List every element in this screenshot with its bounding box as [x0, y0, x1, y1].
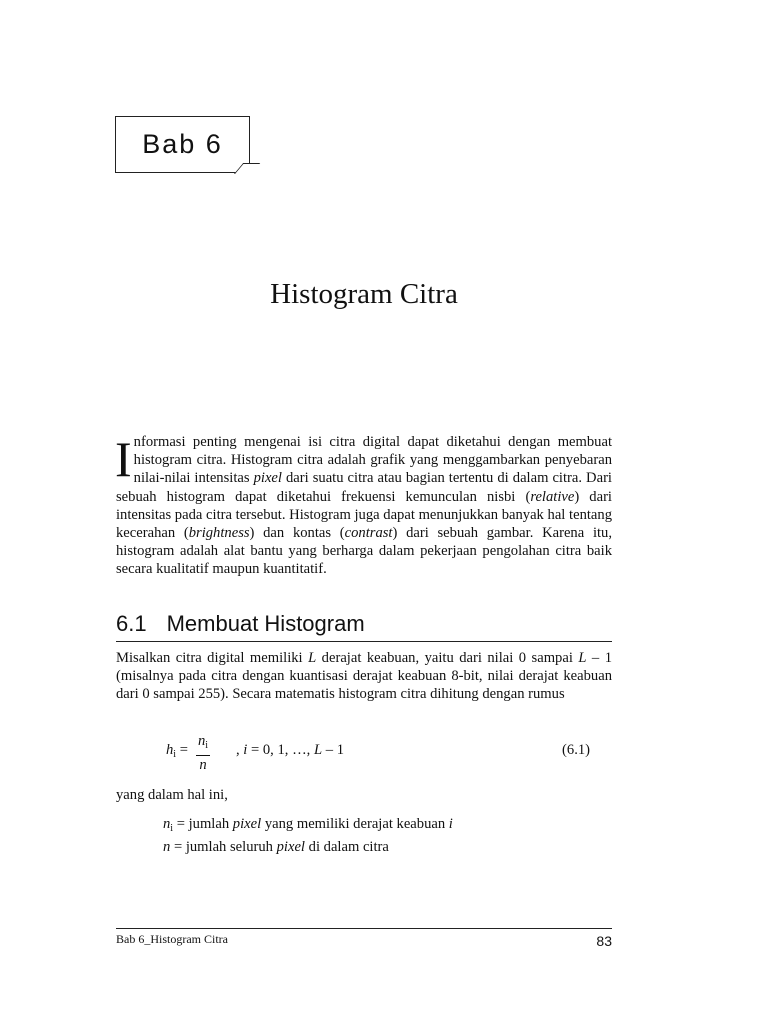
def1-text-b: yang memiliki derajat keabuan [261, 816, 449, 832]
equation-number: (6.1) [562, 742, 590, 758]
intro-paragraph [116, 433, 612, 579]
eq-lhs-var: h [166, 742, 174, 758]
page-title: Histogram Citra [270, 278, 458, 310]
def1-var: n [163, 816, 171, 832]
eq-range-i: i [243, 742, 248, 758]
section-text-a: Misalkan citra digital memiliki [116, 650, 309, 666]
running-title: Bab 6_Histogram Citra [116, 932, 228, 946]
eq-range-a: , [236, 742, 244, 758]
eq-lhs-sub: i [173, 749, 177, 760]
equation-lhs [166, 742, 188, 760]
intro-text-3: ) dari intensitas pada citra tersebut. Histogram juga dapat menunjukkan banyak hal tentang kecerahan ( [116, 488, 612, 542]
intro-term-relative: relative [530, 488, 575, 505]
eq-range-c: – 1 [322, 742, 344, 758]
def1-sub: i [170, 823, 174, 834]
def2-text-a: = jumlah seluruh [170, 839, 277, 855]
eq-range-L: L [313, 742, 323, 758]
eq-equals: = [179, 742, 188, 758]
section-text-b: derajat keabuan, yaitu dari nilai 0 sampai [316, 650, 579, 666]
page-fold-corner [234, 163, 260, 174]
definition-ni [163, 815, 453, 838]
equation-range [236, 742, 344, 759]
eq-range-b: = 0, 1, …, [247, 742, 314, 758]
intro-text-2: dari suatu citra atau bagian tertentu di dalam citra. Dari sebuah histogram dapat diketahui frekuensi kemunculan nisbi ( [116, 470, 612, 505]
eq-num-var: n [197, 733, 206, 749]
section-var-L1: L [308, 650, 317, 666]
equation-6-1 [166, 733, 590, 773]
def2-pixel: pixel [276, 839, 305, 855]
equation-fraction [196, 733, 210, 774]
section-text-c: – 1 (misalnya pada citra dengan kuantisasi derajat keabuan 8-bit, nilai derajat keabuan dari 0 sampai 255). Secara matematis histogram citra dihitung dengan rumus [116, 650, 612, 703]
chapter-label: Bab 6 [142, 129, 223, 159]
def2-text-b: di dalam citra [305, 839, 389, 855]
def1-text-a: = jumlah [173, 816, 233, 832]
page-footer [116, 928, 612, 949]
section-paragraph [116, 649, 612, 704]
intro-term-contrast: contrast [344, 525, 393, 542]
section-var-L2: L [578, 650, 587, 666]
intro-text-5: ) dari sebuah gambar. Karena itu, histogram adalah alat bantu yang berharga dalam pekerjaan pengolahan citra baik secara kualitatif maupun kuantitatif. [116, 525, 612, 578]
eq-denominator [196, 756, 210, 774]
intro-term-pixel: pixel [253, 470, 282, 487]
section-title: Membuat Histogram [166, 611, 365, 636]
intro-term-brightness: brightness [188, 525, 250, 542]
page-number: 83 [596, 933, 612, 949]
section-number: 6.1 [116, 611, 147, 636]
eq-numerator [196, 733, 210, 756]
eq-num-sub: i [205, 740, 209, 751]
chapter-label-box [115, 116, 250, 173]
definitions-list [163, 815, 453, 856]
section-heading [116, 611, 612, 642]
followup-text: yang dalam hal ini, [116, 787, 228, 803]
definition-n [163, 838, 453, 856]
def1-pixel: pixel [232, 816, 262, 832]
def2-var: n [163, 839, 171, 855]
eq-den-var: n [199, 757, 207, 773]
def1-i: i [448, 816, 453, 832]
intro-text-1: nformasi penting mengenai isi citra digital dapat diketahui dengan membuat histogram citra. Histogram citra adalah grafik yang menggambarkan penyebaran nilai-nilai intensitas [133, 434, 612, 487]
drop-cap: I [115, 431, 132, 487]
intro-text-4: ) dan kontas ( [249, 525, 345, 542]
